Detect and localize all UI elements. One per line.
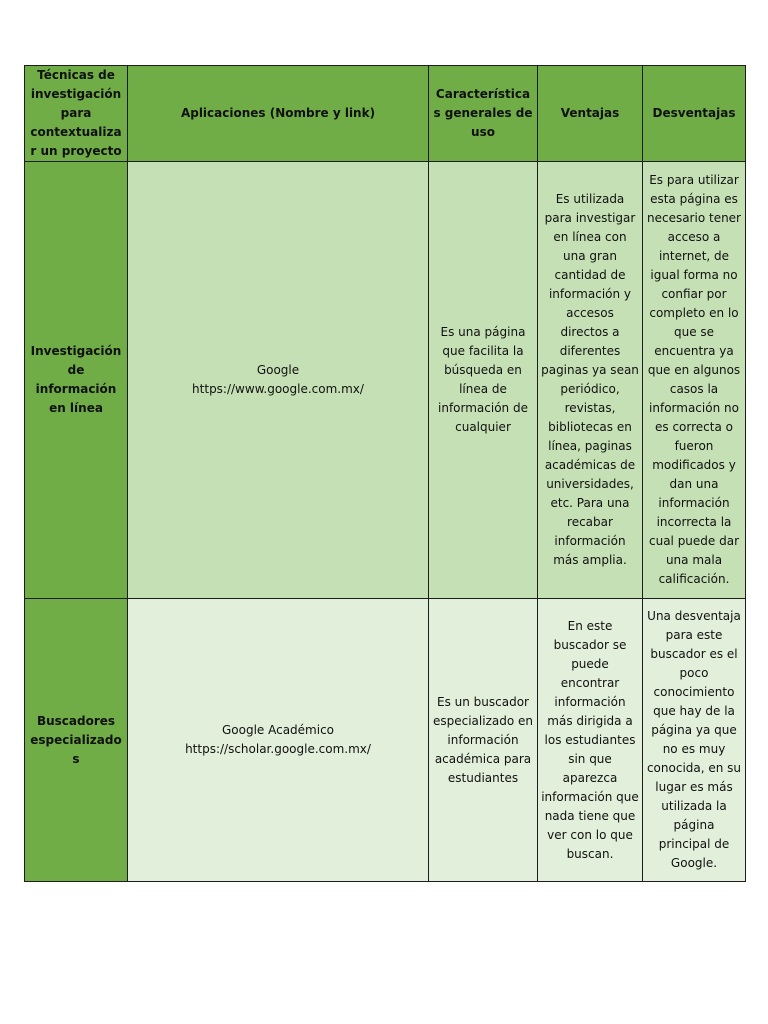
header-desventajas: Desventajas: [643, 66, 746, 162]
row-technique-cell: Investigación de información en línea: [25, 162, 128, 599]
row-technique-cell: Buscadores especializados: [25, 599, 128, 882]
table-header-row: [25, 66, 746, 162]
header-tecnicas: Técnicas de investigación para contextualizar un proyecto: [25, 66, 128, 162]
disadvantages-cell: Una desventaja para este buscador es el poco conocimiento que hay de la página ya que no es muy conocida, en su lugar es más utilizada la página principal de Google.: [643, 599, 746, 882]
advantages-cell: Es utilizada para investigar en línea con una gran cantidad de información y accesos directos a diferentes paginas ya sean periódico, revistas, bibliotecas en línea, paginas académicas de universidades, etc. Para una recabar información más amplia.: [538, 162, 643, 599]
header-ventajas: Ventajas: [538, 66, 643, 162]
table-row: [25, 599, 746, 882]
application-link: https://www.google.com.mx/: [192, 382, 364, 396]
characteristics-cell: Es una página que facilita la búsqueda en línea de información de cualquier: [429, 162, 538, 599]
application-name: Google Académico: [221, 723, 335, 737]
application-link: https://scholar.google.com.mx/: [185, 742, 371, 756]
header-caracteristicas: Características generales de uso: [429, 66, 538, 162]
characteristics-cell: Es un buscador especializado en información académica para estudiantes: [429, 599, 538, 882]
application-cell: [128, 162, 429, 599]
table-row: [25, 162, 746, 599]
application-cell: [128, 599, 429, 882]
disadvantages-cell: Es para utilizar esta página es necesario tener acceso a internet, de igual forma no confiar por completo en lo que se encuentra ya que en algunos casos la información no es correcta o fueron modificados y dan una información incorrecta la cual puede dar una mala calificación.: [643, 162, 746, 599]
application-name: Google: [256, 363, 300, 377]
header-aplicaciones: Aplicaciones (Nombre y link): [128, 66, 429, 162]
research-techniques-table: [24, 65, 746, 882]
advantages-cell: En este buscador se puede encontrar información más dirigida a los estudiantes sin que aparezca información que nada tiene que ver con lo que buscan.: [538, 599, 643, 882]
